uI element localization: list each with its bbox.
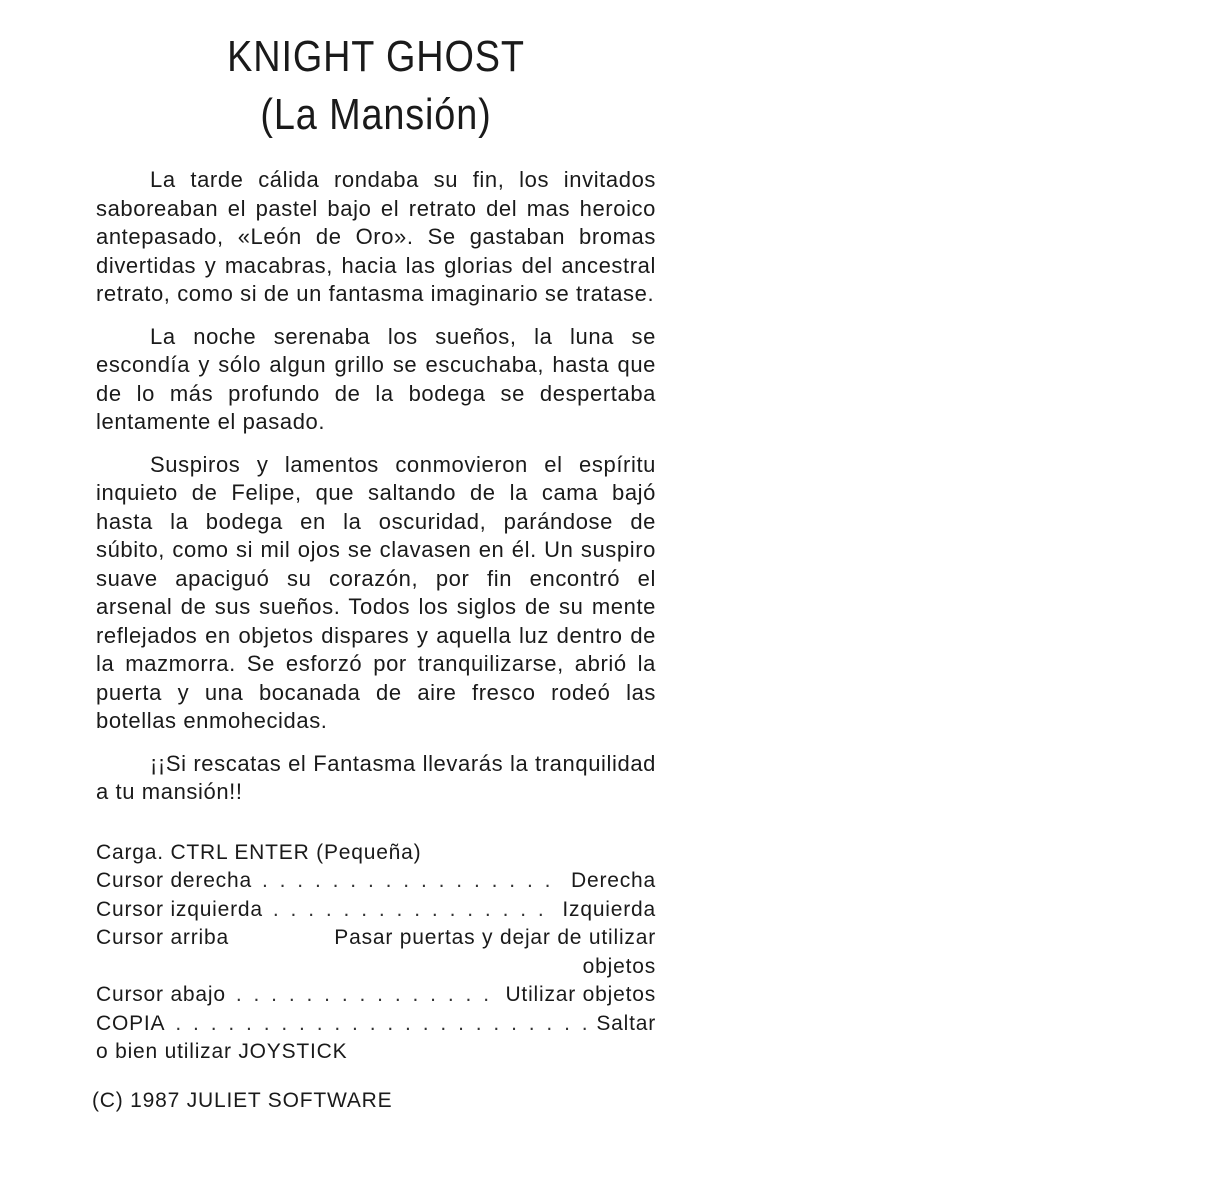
control-row-left: [96, 896, 656, 925]
control-key: Cursor arriba: [96, 926, 229, 949]
control-row-up-continued: [96, 953, 656, 982]
leader-dots: [175, 1010, 586, 1039]
joystick-text: o bien utilizar JOYSTICK: [96, 1040, 348, 1063]
leader-dots: [236, 981, 496, 1010]
control-row-up: [96, 924, 656, 953]
control-action-continued: objetos: [582, 954, 656, 978]
game-subtitle: (La Mansión): [260, 90, 492, 139]
copyright-notice: (C) 1987 JULIET SOFTWARE: [92, 1088, 393, 1112]
leader-dots: [273, 896, 553, 925]
control-action: Pasar puertas y dejar de utilizar: [334, 926, 656, 949]
story-paragraph-1: La tarde cálida rondaba su fin, los invitados saboreaban el pastel bajo el retrato del mas heroico antepasado, «León de Oro». Se gastaban bromas divertidas y macabras, hacia las glorias del ancestral retrato, como si de un fantasma imaginario se tratase.: [96, 167, 656, 306]
game-title: KNIGHT GHOST: [227, 32, 525, 81]
control-action: Izquierda: [562, 897, 656, 921]
controls-list: [96, 839, 656, 1067]
story-paragraph-4: ¡¡Si rescatas el Fantasma llevarás la tranquilidad a tu mansión!!: [96, 750, 656, 804]
joystick-note: [96, 1038, 656, 1067]
control-row-right: [96, 867, 656, 896]
control-key: Cursor izquierda: [96, 897, 263, 921]
title-block: [96, 28, 656, 144]
load-instruction: [96, 839, 656, 868]
control-key: Cursor abajo: [96, 983, 226, 1006]
control-action: Utilizar objetos: [505, 983, 656, 1006]
story-paragraph-3: Suspiros y lamentos conmovieron el espíritu inquieto de Felipe, que saltando de la cama bajó hasta la bodega en la oscuridad, parándose de súbito, como si mil ojos se clavasen en él. Un suspiro suave apaciguó su corazón, por fin encontró el arsenal de sus sueños. Todos los siglos de su mente reflejados en objetos dispares y aquella luz dentro de la mazmorra. Se esforzó por tranquilizarse, abrió la puerta y una bocanada de aire fresco rodeó las botellas enmohecidas.: [96, 451, 656, 733]
instruction-sheet: [92, 28, 656, 1113]
control-key: Cursor derecha: [96, 869, 252, 892]
control-action: Derecha: [571, 869, 656, 892]
story-text: [96, 166, 656, 807]
leader-dots: [262, 867, 561, 896]
control-action: Saltar: [596, 1011, 656, 1035]
control-row-down: [96, 981, 656, 1010]
story-paragraph-2: La noche serenaba los sueños, la luna se escondía y sólo algun grillo se escuchaba, hasta que de lo más profundo de la bodega se despertaba lentamente el pasado.: [96, 323, 656, 434]
load-text: Carga. CTRL ENTER (Pequeña): [96, 840, 422, 864]
control-row-copy: [96, 1010, 656, 1039]
control-key: COPIA: [96, 1011, 166, 1035]
